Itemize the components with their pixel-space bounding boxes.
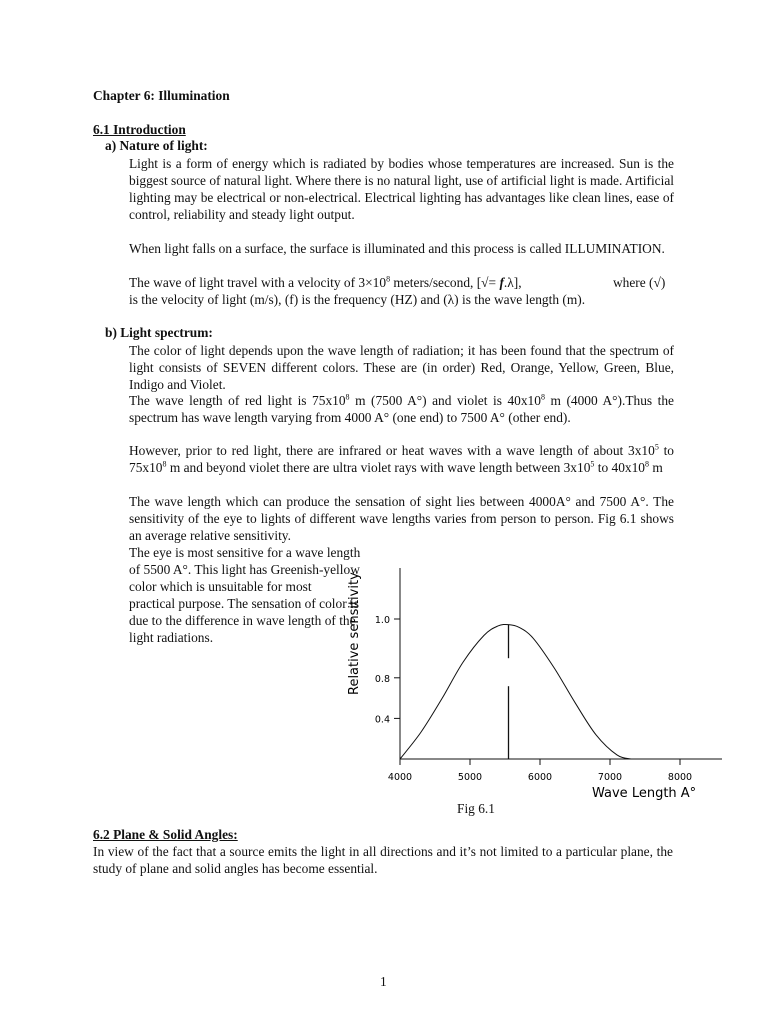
sp3-c: m and beyond violet there are ultra violet rays with wave length between 3x10 bbox=[166, 460, 591, 475]
sp2-b: m (7500 A°) and violet is 40x10 bbox=[349, 393, 541, 408]
sp2-c: m (4000 A°).Thus the spectrum has wave length varying from 4000 A° (one end) to 7500 A° (other end). bbox=[129, 393, 675, 425]
nature-para-1: Light is a form of energy which is radiated by bodies whose temperatures are increased. Sun is the biggest source of natural light. Where there is no natural light, use of artificial light is made. Artificial lighting may be electrical or non-electrical. Electrical lighting has advantages like clean lines, ease of control, reliability and steady light output. bbox=[129, 156, 674, 222]
velocity-sup: 8 bbox=[386, 274, 391, 284]
x-tick-label: 5000 bbox=[457, 772, 483, 783]
chart-axes bbox=[400, 568, 722, 759]
sp3-a: However, prior to red light, there are infrared or heat waves with a wave length of about 3x10 bbox=[129, 443, 655, 458]
x-tick-label: 6000 bbox=[527, 772, 553, 783]
chapter-label: Chapter 6: bbox=[93, 88, 159, 103]
velocity-definition: is the velocity of light (m/s), (f) is the frequency (HZ) and (λ) is the wave length (m). bbox=[129, 292, 586, 307]
section-6-1-heading: 6.1 Introduction bbox=[93, 122, 186, 137]
spectrum-para-4: The wave length which can produce the sensation of sight lies between 4000A° and 7500 A°. The sensitivity of the eye to lights of different wave lengths varies from person to person. Fig 6.1 shows an average relative sensitivity. bbox=[129, 494, 674, 543]
plane-solid-para: In view of the fact that a source emits the light in all directions and it’s not limited to a particular plane, the study of plane and solid angles has become essential. bbox=[93, 844, 673, 876]
x-tick-label: 7000 bbox=[597, 772, 623, 783]
sp3-s3: 5 bbox=[590, 459, 595, 469]
x-tick-label: 8000 bbox=[667, 772, 693, 783]
chapter-heading bbox=[93, 88, 230, 104]
velocity-text-b: meters/second, [√= bbox=[390, 275, 500, 290]
nature-para-2: When light falls on a surface, the surface is illuminated and this process is called ILLUMINATION. bbox=[129, 241, 665, 256]
velocity-line bbox=[129, 274, 674, 291]
spectrum-para-1: The color of light depends upon the wave length of radiation; it has been found that the spectrum of light consists of SEVEN different colors. These are (in order) Red, Orange, Yellow, Green, Blue, Indigo and Violet. bbox=[129, 343, 674, 392]
chart-y-label: Relative sensitivity bbox=[347, 572, 362, 695]
spectrum-para-2 bbox=[129, 392, 674, 426]
figure-caption: Fig 6.1 bbox=[457, 801, 495, 816]
sp3-b: to 75x10 bbox=[129, 443, 674, 475]
spectrum-para-3 bbox=[129, 442, 674, 476]
sp2-a: The wave length of red light is 75x10 bbox=[129, 393, 346, 408]
x-tick-label: 4000 bbox=[387, 772, 413, 783]
chart-x-label: Wave Length A° bbox=[592, 786, 697, 800]
sensitivity-chart bbox=[340, 560, 730, 800]
sensitivity-curve bbox=[400, 624, 631, 759]
section-6-2-heading: 6.2 Plane & Solid Angles: bbox=[93, 827, 238, 842]
chapter-title: Illumination bbox=[158, 88, 230, 103]
page-number: 1 bbox=[380, 974, 387, 989]
y-tick-label: 1.0 bbox=[374, 615, 390, 626]
sp3-s2: 8 bbox=[162, 459, 167, 469]
sensitivity-side-text: The eye is most sensitive for a wave length of 5500 A°. This light has Greenish-yellow color which is unsuitable for most practical purpose. The sensation of color is due to the difference in wave length of the light radiations. bbox=[129, 545, 361, 645]
y-tick-label: 0.8 bbox=[374, 673, 390, 685]
light-spectrum-heading: b) Light spectrum: bbox=[105, 325, 213, 340]
sp3-s1: 5 bbox=[654, 442, 659, 452]
velocity-f: f bbox=[499, 275, 504, 290]
sp3-d: to 40x10 bbox=[594, 460, 645, 475]
chart-ticks bbox=[375, 615, 692, 783]
sp2-s1: 8 bbox=[345, 392, 350, 402]
sp2-s2: 8 bbox=[540, 392, 545, 402]
nature-of-light-heading: a) Nature of light: bbox=[105, 138, 208, 153]
sp3-s4: 8 bbox=[644, 459, 649, 469]
velocity-where: where (√) bbox=[613, 275, 666, 290]
chart-curve-layer bbox=[400, 624, 631, 759]
y-tick-label: 0.4 bbox=[374, 714, 390, 726]
velocity-text-c: .λ], bbox=[503, 275, 522, 290]
velocity-text-a: The wave of light travel with a velocity of 3×10 bbox=[129, 275, 387, 290]
sp3-e: m bbox=[648, 460, 663, 475]
